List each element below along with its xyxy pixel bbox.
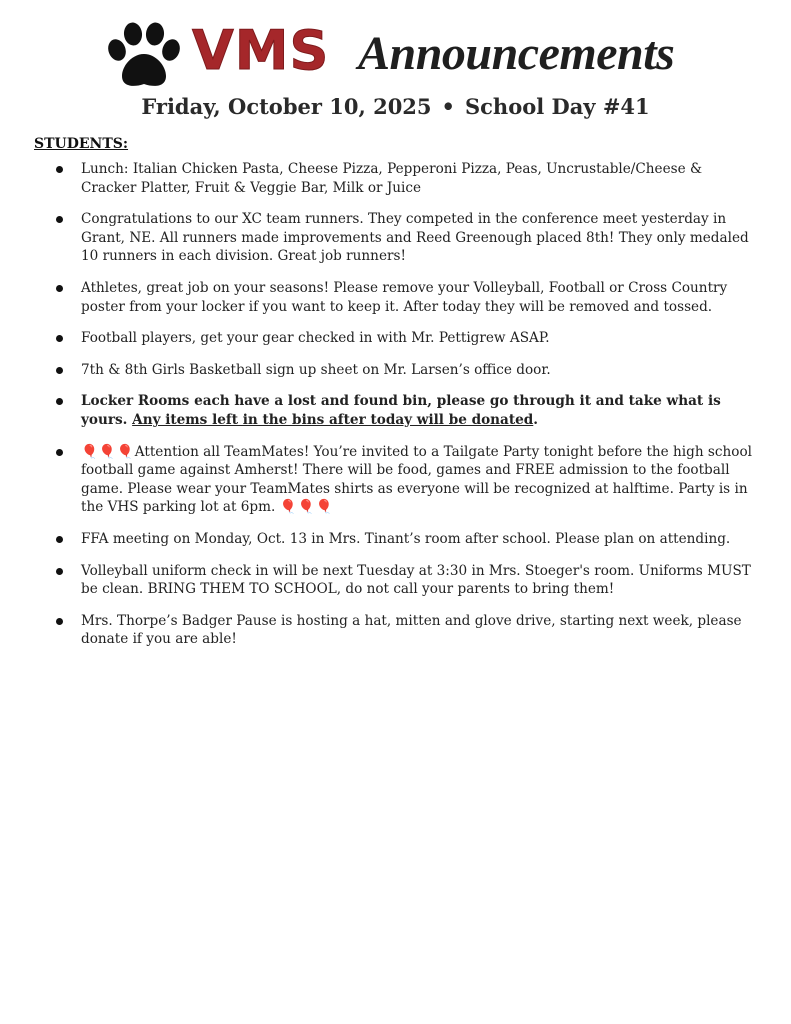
list-item <box>54 210 754 266</box>
item-text: Congratulations to our XC team runners. They competed in the conference meet yesterday in Grant, NE. All runners made improvements and Reed Greenough placed 8th! They only medaled 10 runners in each division. Great job runners! <box>81 211 749 265</box>
bullet-icon <box>56 216 63 223</box>
list-item <box>54 361 754 380</box>
date-text: Friday, October 10, 2025 <box>141 94 432 119</box>
item-prefix: Lunch: <box>81 161 133 177</box>
item-text: FFA meeting on Monday, Oct. 13 in Mrs. Tinant’s room after school. Please plan on attending. <box>81 530 731 547</box>
bullet-icon <box>56 536 63 543</box>
separator-dot: • <box>441 94 455 119</box>
bullet-icon <box>56 398 63 405</box>
balloon-icon: 🎈🎈🎈 <box>279 499 334 516</box>
item-text: Football players, get your gear checked in with Mr. Pettigrew ASAP. <box>81 330 550 347</box>
bullet-icon <box>56 568 63 575</box>
section-label: STUDENTS: <box>34 136 129 152</box>
list-item <box>54 392 754 429</box>
list-item <box>54 612 754 649</box>
item-suffix: . <box>533 411 539 428</box>
date-line <box>0 94 791 119</box>
item-text: 7th & 8th Girls Basketball sign up sheet on Mr. Larsen’s office door. <box>81 361 551 378</box>
item-text: Attention all TeamMates! You’re invited to a Tailgate Party tonight before the high school football game against Amherst! There will be food, games and FREE admission to the football game. Please wear your TeamMates shirts as everyone will be recognized at halftime. Party is in the VHS parking lot at 6pm. <box>81 443 752 516</box>
list-item <box>54 329 754 348</box>
item-text: Volleyball uniform check in will be next Tuesday at 3:30 in Mrs. Stoeger's room. Uniforms MUST be clean. BRING THEM TO SCHOOL, do not call your parents to bring them! <box>81 562 751 598</box>
header <box>0 14 791 90</box>
logo-text: VMS <box>192 19 330 82</box>
bullet-icon <box>56 449 63 456</box>
bullet-icon <box>56 618 63 625</box>
item-emphasis: Any items left in the bins after today will be donated <box>132 411 534 428</box>
list-item <box>54 160 754 197</box>
announcement-list <box>54 160 754 662</box>
list-item <box>54 443 754 517</box>
item-text: Locker Rooms each have a lost and found bin, please go through it and take what is yours. <box>81 393 721 428</box>
list-item <box>54 562 754 599</box>
list-item <box>54 279 754 316</box>
bullet-icon <box>56 335 63 342</box>
bullet-icon <box>56 166 63 173</box>
page-title: Announcements <box>358 27 675 80</box>
item-text: Mrs. Thorpe’s Badger Pause is hosting a hat, mitten and glove drive, starting next week, please donate if you are able! <box>81 612 742 648</box>
school-day: School Day #41 <box>464 94 650 119</box>
paw-print-icon <box>106 22 182 90</box>
bullet-icon <box>56 285 63 292</box>
bullet-icon <box>56 367 63 374</box>
list-item <box>54 530 754 549</box>
item-text: Italian Chicken Pasta, Cheese Pizza, Pepperoni Pizza, Peas, Uncrustable/Cheese & Cracker Platter, Fruit & Veggie Bar, Milk or Juice <box>81 161 703 196</box>
balloon-icon: 🎈🎈🎈 <box>81 443 135 460</box>
item-text: Athletes, great job on your seasons! Please remove your Volleyball, Football or Cross Country poster from your locker if you want to keep it. After today they will be removed and tossed. <box>81 279 728 315</box>
